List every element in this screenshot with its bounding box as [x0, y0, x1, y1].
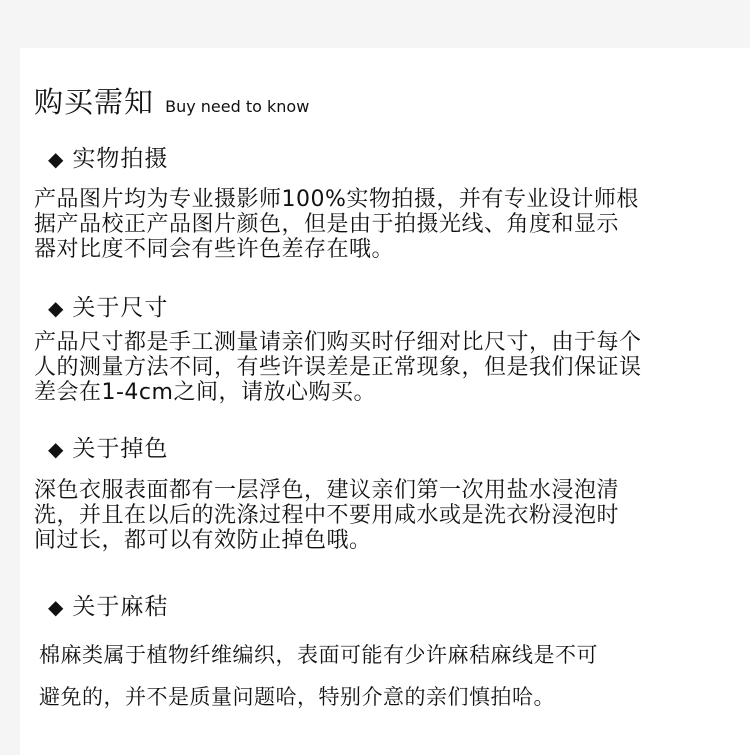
paragraph-line: 人的测量方法不同，有些许误差是正常现象，但是我们保证误: [34, 355, 642, 380]
diamond-bullet-icon: ◆: [48, 147, 65, 171]
paragraph-line: 产品尺寸都是手工测量请亲们购买时仔细对比尺寸，由于每个: [34, 330, 642, 355]
paragraph-line: 差会在1-4cm之间，请放心购买。: [34, 380, 376, 405]
diamond-bullet-icon: ◆: [48, 296, 65, 320]
section-heading-size: [48, 289, 168, 322]
section-heading-photo: [48, 140, 168, 173]
paragraph-line: 洗，并且在以后的洗涤过程中不要用咸水或是洗衣粉浸泡时: [34, 503, 620, 528]
section-paragraph-photo: [34, 187, 734, 262]
paragraph-line: 避免的，并不是质量问题哈，特别介意的亲们慎拍哈。: [39, 685, 555, 709]
paragraph-line: 深色衣服表面都有一层浮色，建议亲们第一次用盐水浸泡清: [34, 478, 620, 503]
section-heading-label: 实物拍摄: [72, 146, 169, 172]
title-english: Buy need to know: [165, 97, 310, 116]
diamond-bullet-icon: ◆: [48, 437, 65, 461]
section-heading-label: 关于尺寸: [72, 295, 169, 321]
paragraph-line: 棉麻类属于植物纤维编织，表面可能有少许麻秸麻线是不可: [39, 643, 598, 667]
section-paragraph-color-fade: [34, 478, 734, 553]
paragraph-line: 间过长，都可以有效防止掉色哦。: [34, 528, 372, 553]
section-heading-color-fade: [48, 430, 168, 463]
page-title: [34, 80, 309, 121]
section-heading-label: 关于掉色: [72, 436, 169, 462]
paragraph-line: 据产品校正产品图片颜色，但是由于拍摄光线、角度和显示: [34, 212, 620, 237]
paragraph-line: 器对比度不同会有些许色差存在哦。: [34, 237, 395, 262]
title-chinese: 购买需知: [34, 85, 155, 119]
section-paragraph-size: [34, 330, 734, 405]
section-heading-linen: [48, 588, 168, 621]
diamond-bullet-icon: ◆: [48, 595, 65, 619]
section-heading-label: 关于麻秸: [72, 594, 169, 620]
paragraph-line: 产品图片均为专业摄影师100%实物拍摄，并有专业设计师根: [34, 187, 639, 212]
section-paragraph-linen: [39, 634, 739, 718]
